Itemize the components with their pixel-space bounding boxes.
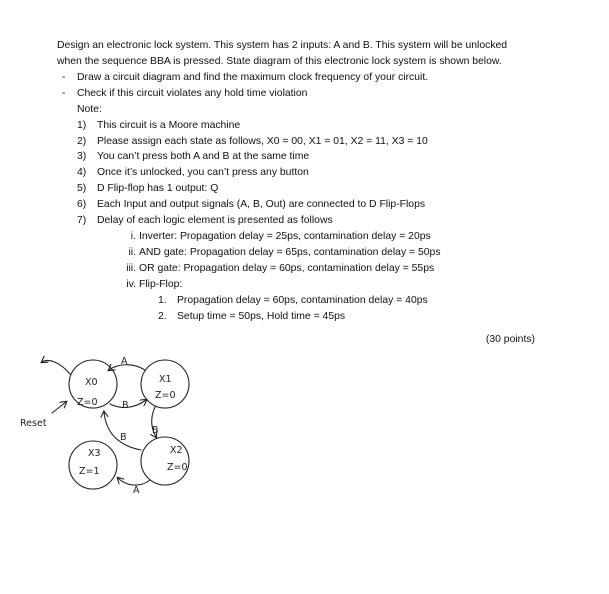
note-text: Please assign each state as follows, X0 = 00, X1 = 01, X2 = 11, X3 = 10 — [97, 136, 428, 147]
bullet-dash: - — [62, 72, 66, 83]
delay-number: i. — [130, 231, 136, 242]
flipflop-number: 1. — [158, 295, 167, 306]
note-text: This circuit is a Moore machine — [97, 120, 241, 131]
intro-line-1: Design an electronic lock system. This system has 2 inputs: A and B. This system will be unlocked — [57, 40, 508, 51]
state-output: Z=0 — [77, 397, 98, 408]
delay-number: ii. — [128, 247, 136, 258]
transition-label: B — [122, 400, 129, 411]
note-number: 4) — [77, 167, 87, 178]
state-name: X2 — [170, 445, 183, 456]
transition-label: B — [120, 432, 127, 443]
note-number: 7) — [77, 215, 87, 226]
state-output: Z=0 — [155, 390, 176, 401]
transition-label: A — [121, 356, 128, 367]
note-number: 6) — [77, 199, 87, 210]
bullet-text: Draw a circuit diagram and find the maximum clock frequency of your circuit. — [77, 72, 429, 83]
note-text: Once it’s unlocked, you can’t press any button — [97, 167, 309, 178]
flipflop-number: 2. — [158, 311, 167, 322]
delay-number: iv. — [126, 279, 136, 290]
state-name: X1 — [159, 374, 172, 385]
delay-text: Inverter: Propagation delay = 25ps, contamination delay = 20ps — [139, 231, 431, 242]
self-loop-arrow — [42, 361, 70, 375]
bullet-text: Check if this circuit violates any hold time violation — [77, 88, 308, 99]
delay-text: OR gate: Propagation delay = 60ps, contamination delay = 55ps — [139, 263, 435, 274]
arrow-x2-to-x0 — [104, 412, 141, 450]
note-number: 3) — [77, 151, 87, 162]
transition-label: B — [152, 425, 159, 436]
note-number: 1) — [77, 120, 87, 131]
reset-arrow — [52, 402, 66, 413]
state-output: Z=1 — [79, 466, 100, 477]
flipflop-text: Setup time = 50ps, Hold time = 45ps — [177, 311, 346, 322]
note-number: 5) — [77, 183, 87, 194]
note-text: D Flip-flop has 1 output: Q — [97, 183, 219, 194]
delay-text: AND gate: Propagation delay = 65ps, contamination delay = 50ps — [139, 247, 441, 258]
flipflop-text: Propagation delay = 60ps, contamination delay = 40ps — [177, 295, 428, 306]
state-output: Z=0 — [167, 462, 188, 473]
bullet-dash: - — [62, 88, 66, 99]
note-text: Each Input and output signals (A, B, Out) are connected to D Flip-Flops — [97, 199, 426, 210]
state-diagram — [0, 340, 260, 500]
state-name: X0 — [85, 377, 98, 388]
reset-label: Reset — [20, 418, 47, 429]
intro-line-2: when the sequence BBA is pressed. State diagram of this electronic lock system is shown below. — [57, 56, 502, 67]
note-number: 2) — [77, 136, 87, 147]
transition-label: A — [133, 485, 140, 496]
delay-number: iii. — [126, 263, 136, 274]
delay-text: Flip-Flop: — [139, 279, 183, 290]
points-label: (30 points) — [485, 334, 535, 345]
note-text: You can’t press both A and B at the same time — [97, 151, 310, 162]
note-label: Note: — [77, 104, 102, 115]
state-name: X3 — [88, 448, 101, 459]
note-text: Delay of each logic element is presented as follows — [97, 215, 333, 226]
